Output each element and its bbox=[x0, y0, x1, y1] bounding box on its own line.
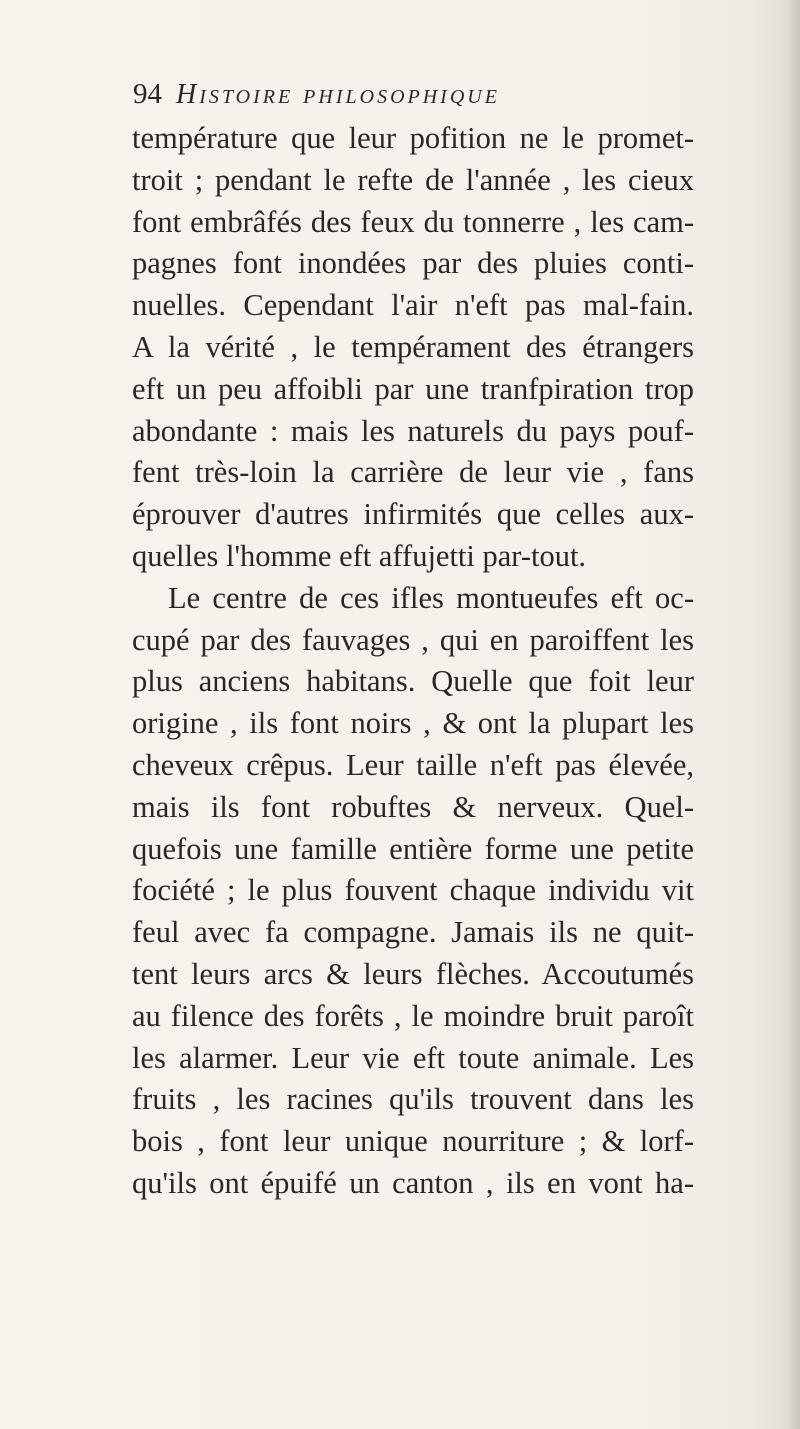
text-line: eft un peu affoibli par une tranfpiration trop bbox=[132, 371, 694, 406]
text-line: éprouver d'autres infirmités que celles aux- bbox=[132, 497, 694, 532]
text-line: qu'ils ont épuifé un canton , ils en vont ha- bbox=[132, 1165, 694, 1200]
text-line: pagnes font inondées par des pluies conti- bbox=[132, 246, 694, 281]
body-text bbox=[132, 118, 694, 1205]
page-edge-shadow bbox=[786, 0, 800, 1429]
text-line: origine , ils font noirs , & ont la plupart les bbox=[132, 706, 694, 741]
text-line: cupé par des fauvages , qui en paroiffent les bbox=[132, 622, 694, 657]
text-line: abondante : mais les naturels du pays pouf- bbox=[132, 413, 694, 448]
text-line: font embrâfés des feux du tonnerre , les cam- bbox=[132, 204, 694, 239]
text-line: fociété ; le plus fouvent chaque individu vit bbox=[132, 873, 694, 908]
text-line: feul avec fa compagne. Jamais ils ne quit- bbox=[132, 915, 694, 950]
text-line: Le centre de ces ifles montueufes eft oc- bbox=[168, 580, 694, 615]
text-line: les alarmer. Leur vie eft toute animale. Les bbox=[132, 1040, 694, 1075]
page-header bbox=[133, 78, 693, 118]
text-line: fent très-loin la carrière de leur vie , fans bbox=[132, 455, 694, 490]
text-line: mais ils font robuftes & nerveux. Quel- bbox=[132, 789, 694, 824]
text-line: fruits , les racines qu'ils trouvent dans les bbox=[132, 1082, 694, 1117]
text-line: tent leurs arcs & leurs flèches. Accoutumés bbox=[132, 956, 694, 991]
text-line: au filence des forêts , le moindre bruit paroît bbox=[132, 998, 694, 1033]
text-line: bois , font leur unique nourriture ; & lorf- bbox=[132, 1124, 694, 1159]
text-line: troit ; pendant le refte de l'année , les cieux bbox=[132, 162, 694, 197]
text-line: cheveux crêpus. Leur taille n'eft pas élevée, bbox=[132, 747, 694, 782]
running-title: Histoire philosophique bbox=[176, 79, 500, 110]
text-line: plus anciens habitans. Quelle que foit leur bbox=[132, 664, 694, 699]
text-line: A la vérité , le tempérament des étrangers bbox=[132, 329, 694, 364]
text-line: quefois une famille entière forme une petite bbox=[132, 831, 694, 866]
text-line: température que leur pofition ne le promet- bbox=[132, 121, 694, 155]
page-number: 94 bbox=[133, 78, 162, 110]
text-line: quelles l'homme eft affujetti par-tout. bbox=[132, 538, 587, 573]
text-line: nuelles. Cependant l'air n'eft pas mal-fain. bbox=[132, 288, 694, 323]
